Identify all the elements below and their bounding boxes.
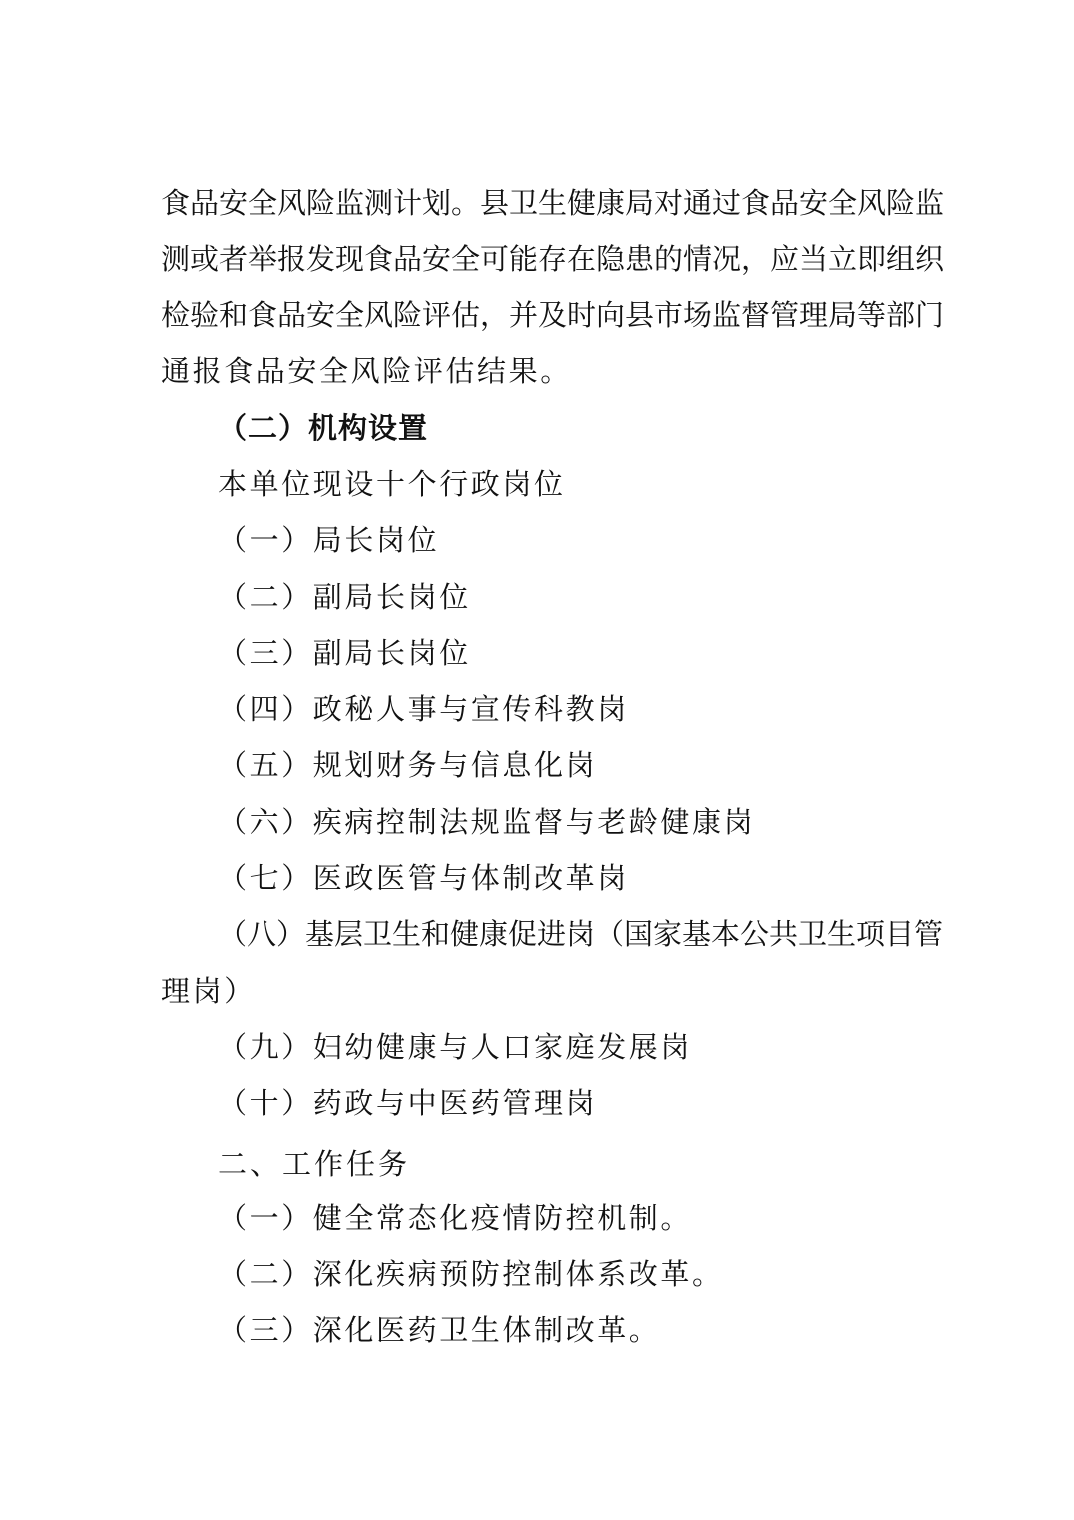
section-heading-institution: （二）机构设置	[218, 411, 429, 445]
position-item: （五）规划财务与信息化岗	[218, 748, 598, 782]
paragraph-line: 检验和食品安全风险评估，并及时向县市场监督管理局等部门	[161, 298, 945, 332]
paragraph-line: 通报食品安全风险评估结果。	[161, 354, 572, 388]
position-item: （八）基层卫生和健康促进岗（国家基本公共卫生项目管	[218, 917, 944, 951]
position-item: （二）副局长岗位	[218, 580, 471, 614]
position-item: （三）副局长岗位	[218, 636, 471, 670]
section-heading-tasks: 二、工作任务	[218, 1147, 411, 1181]
paragraph-line: 食品安全风险监测计划。县卫生健康局对通过食品安全风险监	[161, 186, 945, 220]
task-item: （三）深化医药卫生体制改革。	[218, 1313, 661, 1347]
paragraph-line: 测或者举报发现食品安全可能存在隐患的情况，应当立即组织	[161, 242, 945, 276]
position-item: （十）药政与中医药管理岗	[218, 1086, 598, 1120]
position-item: （六）疾病控制法规监督与老龄健康岗	[218, 805, 756, 839]
task-item: （一）健全常态化疫情防控机制。	[218, 1201, 693, 1235]
task-item: （二）深化疾病预防控制体系改革。	[218, 1257, 724, 1291]
position-item: （一）局长岗位	[218, 523, 440, 557]
position-item-continuation: 理岗）	[161, 974, 256, 1008]
position-item: （九）妇幼健康与人口家庭发展岗	[218, 1030, 693, 1064]
position-item: （七）医政医管与体制改革岗	[218, 861, 629, 895]
position-item: （四）政秘人事与宣传科教岗	[218, 692, 629, 726]
institution-intro: 本单位现设十个行政岗位	[218, 467, 566, 501]
